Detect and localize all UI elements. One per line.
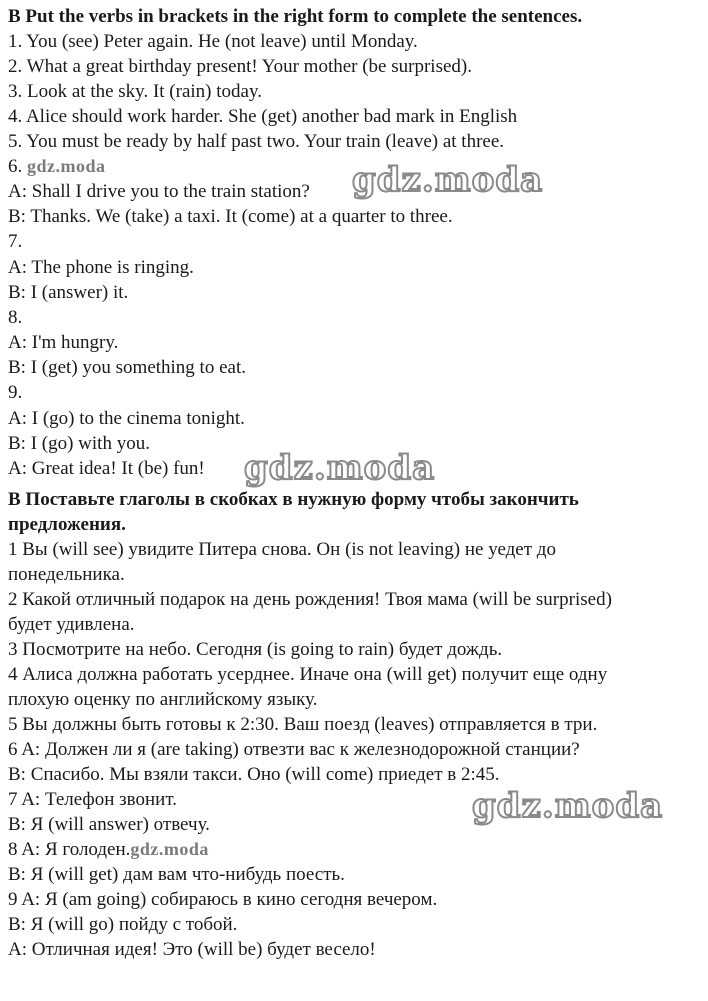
inline-watermark-ru: gdz.moda	[130, 839, 209, 859]
ru-dialog-9c: A: Отличная идея! Это (will be) будет весело!	[8, 939, 376, 960]
en-dialog-6a: A: Shall I drive you to the train station?	[8, 181, 310, 202]
en-sentence-5: 5. You must be ready by half past two. Your train (leave) at three.	[8, 131, 505, 152]
en-dialog-9b: B: I (go) with you.	[8, 433, 150, 454]
ru-dialog-7b: B: Я (will answer) отвечу.	[8, 814, 210, 835]
ru-sentence-2-cont: будет удивлена.	[8, 614, 135, 635]
ru-sentence-1: 1 Вы (will see) увидите Питера снова. Он (is not leaving) не уедет до	[8, 539, 556, 560]
en-sentence-1: 1. You (see) Peter again. He (not leave) until Monday.	[8, 31, 418, 52]
ru-sentence-4-cont: плохую оценку по английскому языку.	[8, 689, 318, 710]
en-item-6	[8, 154, 106, 179]
ru-sentence-4: 4 Алиса должна работать усерднее. Иначе она (will get) получит еще одну	[8, 664, 608, 685]
en-item-6-number: 6.	[8, 156, 23, 177]
watermark-3: gdz.moda	[472, 786, 664, 826]
ru-dialog-8b: B: Я (will get) дам вам что-нибудь поесть.	[8, 864, 345, 885]
ru-sentence-1-cont: понедельника.	[8, 564, 125, 585]
en-dialog-9c: A: Great idea! It (be) fun!	[8, 458, 205, 479]
ru-dialog-6b: B: Спасибо. Мы взяли такси. Оно (will come) приедет в 2:45.	[8, 764, 500, 785]
english-heading: B Put the verbs in brackets in the right form to complete the sentences.	[8, 6, 583, 27]
en-dialog-7a: A: The phone is ringing.	[8, 257, 194, 278]
ru-sentence-3: 3 Посмотрите на небо. Сегодня (is going to rain) будет дождь.	[8, 639, 503, 660]
en-sentence-4: 4. Alice should work harder. She (get) another bad mark in English	[8, 106, 518, 127]
en-dialog-9a: A: I (go) to the cinema tonight.	[8, 408, 245, 429]
en-sentence-2: 2. What a great birthday present! Your mother (be surprised).	[8, 56, 472, 77]
ru-sentence-5: 5 Вы должны быть готовы к 2:30. Ваш поезд (leaves) отправляется в три.	[8, 714, 598, 735]
ru-dialog-9b: B: Я (will go) пойду с тобой.	[8, 914, 238, 935]
ru-dialog-9a: 9 A: Я (am going) собираюсь в кино сегодня вечером.	[8, 889, 438, 910]
ru-dialog-6a: 6 A: Должен ли я (are taking) отвезти вас к железнодорожной станции?	[8, 739, 580, 760]
en-item-9: 9.	[8, 382, 23, 403]
ru-sentence-2: 2 Какой отличный подарок на день рождения! Твоя мама (will be surprised)	[8, 589, 612, 610]
russian-heading-line-2: предложения.	[8, 514, 126, 535]
en-sentence-3: 3. Look at the sky. It (rain) today.	[8, 81, 262, 102]
russian-heading-line-1: B Поставьте глаголы в скобках в нужную форму чтобы закончить	[8, 489, 579, 510]
en-dialog-7b: B: I (answer) it.	[8, 282, 129, 303]
ru-dialog-7a: 7 A: Телефон звонит.	[8, 789, 177, 810]
en-dialog-8b: B: I (get) you something to eat.	[8, 357, 246, 378]
en-dialog-8a: A: I'm hungry.	[8, 332, 119, 353]
ru-dialog-8a	[8, 837, 209, 862]
en-dialog-6b: B: Thanks. We (take) a taxi. It (come) at a quarter to three.	[8, 206, 453, 227]
en-item-8: 8.	[8, 307, 23, 328]
watermark-2: gdz.moda	[244, 448, 436, 488]
watermark-1: gdz.moda	[352, 160, 544, 200]
ru-dialog-8a-text: 8 A: Я голоден.	[8, 839, 131, 860]
inline-watermark: gdz.moda	[27, 156, 106, 176]
en-item-7: 7.	[8, 231, 23, 252]
